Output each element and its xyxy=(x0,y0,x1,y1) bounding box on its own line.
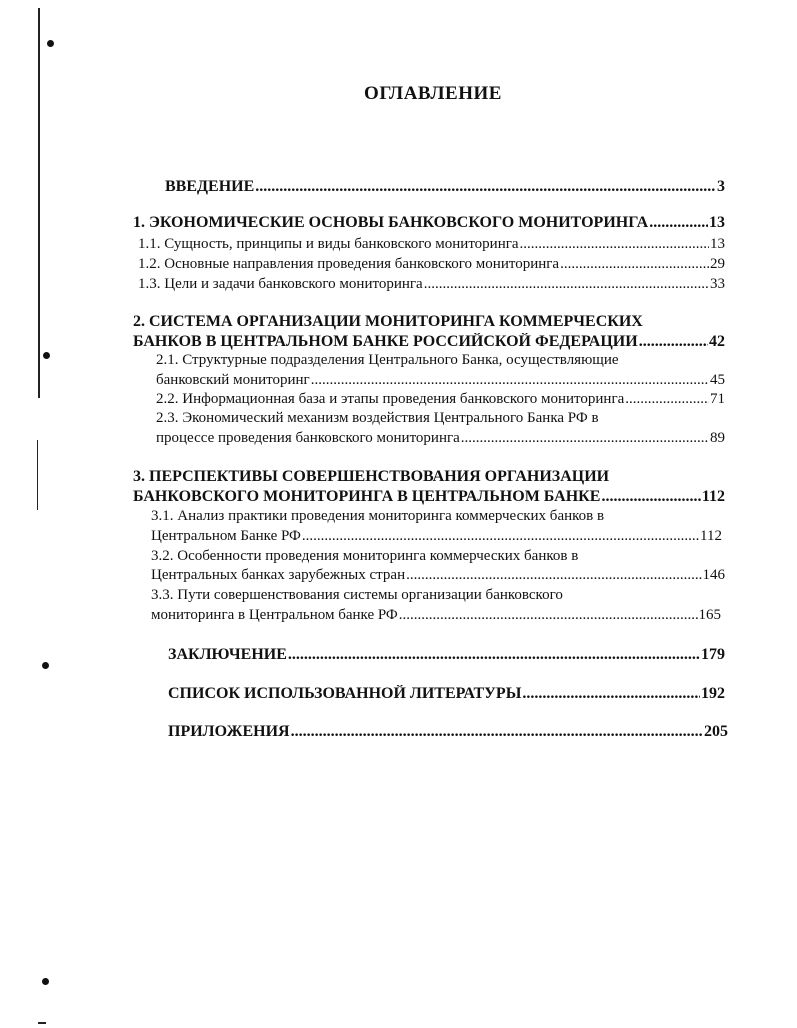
toc-page-number: 45 xyxy=(710,372,725,388)
leader-dots xyxy=(649,214,708,232)
toc-entry-label: 1.2. Основные направления проведения банковского мониторинга xyxy=(138,256,560,272)
toc-section-2-3-line1[interactable]: 2.3. Экономический механизм воздействия Центрального Банка РФ в xyxy=(156,410,599,426)
toc-page-number: 89 xyxy=(710,430,725,446)
toc-entry-label: ВВЕДЕНИЕ xyxy=(165,178,255,195)
toc-entry-intro[interactable] xyxy=(165,178,725,196)
toc-section-1-1[interactable] xyxy=(138,236,725,253)
toc-page-number: 112 xyxy=(700,528,722,544)
toc-page-number: 165 xyxy=(698,607,721,623)
toc-section-2-1[interactable] xyxy=(156,372,725,389)
toc-page-number: 205 xyxy=(704,723,728,740)
toc-page-number: 71 xyxy=(710,391,725,407)
toc-entry-label: ПРИЛОЖЕНИЯ xyxy=(168,723,290,740)
toc-page-number: 13 xyxy=(710,236,725,252)
toc-section-3-3-line1[interactable]: 3.3. Пути совершенствования системы организации банковского xyxy=(151,587,563,603)
toc-section-3-3[interactable] xyxy=(151,607,721,624)
toc-section-3-1[interactable] xyxy=(151,528,722,545)
toc-section-3-1-line1[interactable]: 3.1. Анализ практики проведения мониторинга коммерческих банков в xyxy=(151,508,605,524)
leader-dots xyxy=(461,430,709,447)
binding-hole-mark xyxy=(42,662,49,669)
toc-section-2-1-line1[interactable]: 2.1. Структурные подразделения Центрального Банка, осуществляющие xyxy=(156,352,619,368)
toc-page-number: 33 xyxy=(710,276,725,292)
leader-dots xyxy=(291,723,703,741)
toc-page-number: 146 xyxy=(702,567,725,583)
toc-section-2-3[interactable] xyxy=(156,430,725,447)
binding-line xyxy=(38,8,40,398)
toc-section-3-2[interactable] xyxy=(151,567,725,584)
leader-dots xyxy=(311,372,709,389)
toc-entry-label: банковский мониторинг xyxy=(156,372,310,388)
toc-section-3-2-line1[interactable]: 3.2. Особенности проведения мониторинга коммерческих банков в xyxy=(151,548,579,564)
toc-page-number: 3 xyxy=(717,178,725,195)
toc-entry-label: 1. ЭКОНОМИЧЕСКИЕ ОСНОВЫ БАНКОВСКОГО МОНИТОРИНГА xyxy=(133,214,649,231)
binding-line-lower xyxy=(37,440,38,510)
toc-entry-label: Центральном Банке РФ xyxy=(151,528,301,544)
toc-chapter-2-line1[interactable]: 2. СИСТЕМА ОРГАНИЗАЦИИ МОНИТОРИНГА КОММЕРЧЕСКИХ xyxy=(133,313,643,330)
toc-entry-label: СПИСОК ИСПОЛЬЗОВАННОЙ ЛИТЕРАТУРЫ xyxy=(168,685,522,702)
binding-hole-mark xyxy=(43,352,50,359)
toc-section-1-2[interactable] xyxy=(138,256,725,273)
leader-dots xyxy=(522,685,700,703)
leader-dots xyxy=(255,178,716,196)
leader-dots xyxy=(302,528,699,545)
leader-dots xyxy=(520,236,709,253)
toc-page-number: 192 xyxy=(701,685,725,702)
leader-dots xyxy=(601,488,700,506)
toc-entry-appendix[interactable] xyxy=(168,723,728,741)
toc-section-1-3[interactable] xyxy=(138,276,725,293)
toc-entry-literature[interactable] xyxy=(168,685,725,703)
leader-dots xyxy=(399,607,698,624)
leader-dots xyxy=(560,256,709,273)
leader-dots xyxy=(639,333,708,351)
toc-chapter-1[interactable] xyxy=(133,214,725,232)
page-title: ОГЛАВЛЕНИЕ xyxy=(364,83,502,104)
toc-entry-label: 1.3. Цели и задачи банковского мониторинга xyxy=(138,276,423,292)
binding-hole-mark xyxy=(47,40,54,47)
toc-chapter-3[interactable] xyxy=(133,488,725,506)
toc-entry-label: БАНКОВ В ЦЕНТРАЛЬНОМ БАНКЕ РОССИЙСКОЙ ФЕДЕРАЦИИ xyxy=(133,333,638,350)
toc-page-number: 29 xyxy=(710,256,725,272)
leader-dots xyxy=(406,567,701,584)
toc-page-number: 42 xyxy=(709,333,725,350)
toc-entry-conclusion[interactable] xyxy=(168,646,725,664)
toc-entry-label: Центральных банках зарубежных стран xyxy=(151,567,406,583)
binding-hole-mark xyxy=(42,978,49,985)
toc-section-2-2[interactable] xyxy=(156,391,725,408)
leader-dots xyxy=(625,391,709,408)
toc-page-number: 112 xyxy=(701,488,725,505)
toc-entry-label: процессе проведения банковского мониторинга xyxy=(156,430,460,446)
leader-dots xyxy=(288,646,700,664)
toc-entry-label: мониторинга в Центральном банке РФ xyxy=(151,607,398,623)
toc-chapter-3-line1[interactable]: 3. ПЕРСПЕКТИВЫ СОВЕРШЕНСТВОВАНИЯ ОРГАНИЗАЦИИ xyxy=(133,468,610,485)
toc-chapter-2[interactable] xyxy=(133,333,725,351)
toc-entry-label: 2.2. Информационная база и этапы проведения банковского мониторинга xyxy=(156,391,625,407)
toc-entry-label: БАНКОВСКОГО МОНИТОРИНГА В ЦЕНТРАЛЬНОМ БАНКЕ xyxy=(133,488,601,505)
binding-dash xyxy=(38,1022,46,1024)
toc-page-number: 13 xyxy=(709,214,725,231)
toc-entry-label: ЗАКЛЮЧЕНИЕ xyxy=(168,646,287,663)
toc-entry-label: 1.1. Сущность, принципы и виды банковского мониторинга xyxy=(138,236,519,252)
leader-dots xyxy=(424,276,709,293)
toc-page-number: 179 xyxy=(701,646,725,663)
